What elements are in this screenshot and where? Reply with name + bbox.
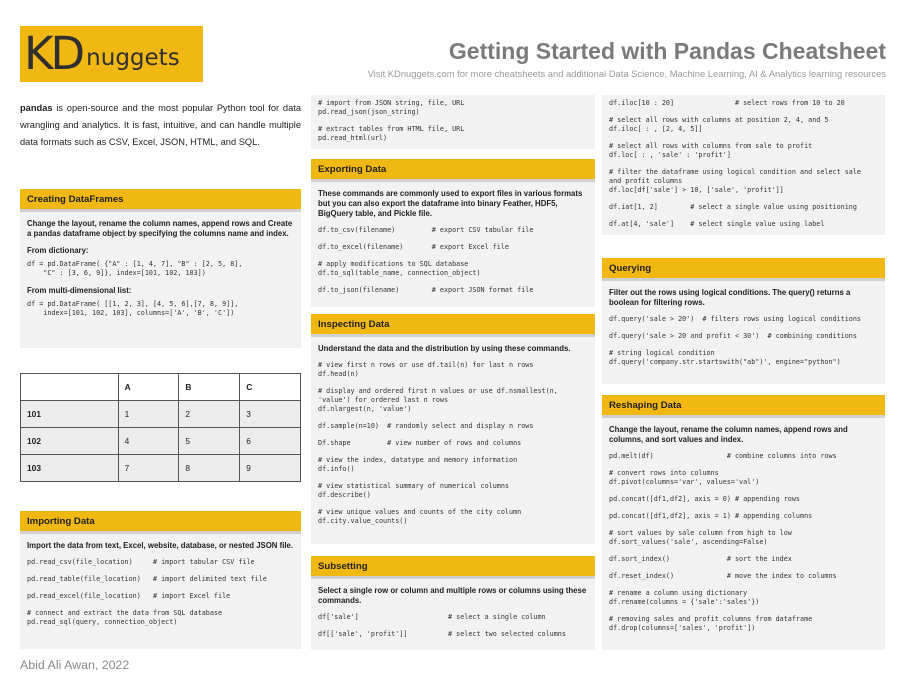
page-title: Getting Started with Pandas Cheatsheet: [448, 38, 886, 64]
section-header: Querying: [602, 258, 885, 281]
section-description: Filter out the rows using logical conditions. The query() returns a boolean for filtering rows.: [609, 288, 851, 307]
section-header: Importing Data: [20, 511, 301, 534]
code-snippet: df.sort_index() # sort the index: [609, 555, 792, 563]
logo-nuggets-text: nuggets: [86, 44, 180, 71]
code-snippet: pd.read_excel(file_location) # import Excel file: [27, 592, 231, 600]
code-snippet: # apply modifications to SQL database df.to_sql(table_name, connection_object): [318, 260, 481, 277]
code-snippet: # select all rows with columns at position 2, 4, and 5 df.iloc[ : , [2, 4, 5]]: [609, 116, 829, 133]
section-header: Reshaping Data: [602, 395, 885, 418]
table-cell: 7: [118, 455, 179, 482]
intro-lead: pandas: [20, 103, 53, 113]
code-snippet: df.reset_index() # move the index to columns: [609, 572, 837, 580]
section-description: These commands are commonly used to export files in various formats but you can also export the dataframe into binary Feather, HDF5, BigQuery table, and Pickle file.: [318, 189, 583, 218]
table-header-cell: [21, 374, 119, 401]
table-cell: 4: [118, 428, 179, 455]
code-snippet: # select all rows with columns from sale to profit df.loc[ : , 'sale' : 'profit']: [609, 142, 813, 159]
section-creating-dataframes: [20, 189, 301, 348]
section-description: Understand the data and the distribution by using these commands.: [318, 344, 571, 353]
code-snippet: pd.concat([df1,df2], axis = 0) # appending rows: [609, 495, 801, 503]
code-snippet: # view the index, datatype and memory information df.info(): [318, 456, 518, 473]
code-snippet: df = pd.DataFrame( [[1, 2, 3], [4, 5, 6],[7, 8, 9]], index=[101, 102, 103], columns=['A', 'B', 'C']): [27, 300, 239, 317]
table-cell: 5: [179, 428, 240, 455]
code-snippet: df.sample(n=10) # randomly select and display n rows: [318, 422, 534, 430]
page-subtitle: Visit KDnuggets.com for more cheatsheets and additional Data Science, Machine Learning, AI & Analytics learning resources: [367, 68, 886, 79]
section-header: Subsetting: [311, 556, 595, 579]
table-row: [21, 428, 301, 455]
table-row: [21, 455, 301, 482]
code-snippet: df.at[4, 'sale'] # select single value using label: [609, 220, 825, 228]
dataframe-table: [20, 373, 301, 482]
importing-data-continued: [311, 95, 595, 149]
code-snippet: df.to_csv(filename) # export CSV tabular file: [318, 226, 534, 234]
code-snippet: pd.melt(df) # combine columns into rows: [609, 452, 837, 460]
table-header-cell: B: [179, 374, 240, 401]
from-dict-label: From dictionary:: [27, 246, 89, 255]
table-index-cell: 103: [21, 455, 119, 482]
code-snippet: df.to_json(filename) # export JSON format file: [318, 286, 534, 294]
code-snippet: df.query('sale > 20') # filters rows using logical conditions: [609, 315, 861, 323]
section-importing-data: [20, 511, 301, 649]
code-snippet: # removing sales and profit columns from dataframe df.drop(columns=['sales', 'profit']): [609, 615, 813, 632]
code-snippet: # filter the dataframe using logical condition and select sale and profit columns df.loc[df['sale'] > 10, ['sale', 'profit']]: [609, 168, 861, 194]
code-snippet: df = pd.DataFrame( {"A" : [1, 4, 7], "B" : [2, 5, 8], "C" : [3, 6, 9]}, index=[101, 102, 103]): [27, 260, 243, 277]
code-snippet: df.query('sale > 20 and profit < 30') # combining conditions: [609, 332, 857, 340]
table-cell: 6: [240, 428, 301, 455]
section-reshaping-data: [602, 395, 885, 650]
code-snippet: # rename a column using dictionary df.rename(columns = {'sale':'sales'}): [609, 589, 760, 606]
code-snippet: # view first n rows or use df.tail(n) for last n rows df.head(n): [318, 361, 534, 378]
code-snippet: pd.read_table(file_location) # import delimited text file: [27, 575, 267, 583]
subsetting-continued: [602, 95, 885, 235]
code-snippet: df.iloc[10 : 20] # select rows from 10 to 20: [609, 99, 845, 107]
section-description: Change the layout, rename the column names, append rows and columns, and sort values and index.: [609, 425, 848, 444]
table-header-cell: C: [240, 374, 301, 401]
code-snippet: df.to_excel(filename) # export Excel file: [318, 243, 510, 251]
intro-text: is open-source and the most popular Python tool for data wrangling and analytics. It is fast, intuitive, and can handle multiple data formats such as CSV, Excel, JSON, HTML, and SQL.: [20, 103, 301, 147]
code-snippet: df.iat[1, 2] # select a single value using positioning: [609, 203, 857, 211]
kdnuggets-logo: [20, 26, 203, 82]
code-snippet: Df.shape # view number of rows and columns: [318, 439, 522, 447]
table-header-cell: A: [118, 374, 179, 401]
section-header: Exporting Data: [311, 159, 595, 182]
table-cell: 3: [240, 401, 301, 428]
code-snippet: # view unique values and counts of the city column df.city.value_counts(): [318, 508, 522, 525]
table-row: [21, 401, 301, 428]
code-snippet: # string logical condition df.query('company.str.startswith("ab")', engine="python"): [609, 349, 841, 366]
column-1: [20, 100, 301, 151]
code-snippet: df['sale'] # select a single column: [318, 613, 546, 621]
table-cell: 9: [240, 455, 301, 482]
code-snippet: # connect and extract the data from SQL database pd.read_sql(query, connection_object): [27, 609, 223, 626]
from-list-label: From multi-dimensional list:: [27, 286, 132, 295]
section-exporting-data: [311, 159, 595, 307]
intro-paragraph: [20, 100, 301, 151]
table-header-row: [21, 374, 301, 401]
table-index-cell: 101: [21, 401, 119, 428]
code-snippet: # convert rows into columns df.pivot(columns='var', values='val'): [609, 469, 760, 486]
section-querying: [602, 258, 885, 384]
table-cell: 8: [179, 455, 240, 482]
section-description: Change the layout, rename the column names, append rows and Create a pandas dataframe object by specifying the columns name and index.: [27, 219, 293, 238]
code-snippet: # view statistical summary of numerical columns df.describe(): [318, 482, 510, 499]
code-snippet: # import from JSON string, file, URL pd.read_json(json_string): [318, 99, 465, 116]
author-credit: Abid Ali Awan, 2022: [20, 658, 130, 672]
code-snippet: # sort values by sale column from high to low df.sort_values('sale', ascending=False): [609, 529, 792, 546]
section-header: Creating DataFrames: [20, 189, 301, 212]
section-header: Inspecting Data: [311, 314, 595, 337]
code-snippet: # display and ordered first n values or use df.nsmallest(n, 'value') for ordered last n rows df.nlargest(n, 'value'): [318, 387, 558, 413]
section-inspecting-data: [311, 314, 595, 544]
code-snippet: # extract tables from HTML file, URL pd.read_html(url): [318, 125, 465, 142]
code-snippet: pd.concat([df1,df2], axis = 1) # appending columns: [609, 512, 813, 520]
table-cell: 1: [118, 401, 179, 428]
code-snippet: df[['sale', 'profit']] # select two selected columns: [318, 630, 566, 638]
table-cell: 2: [179, 401, 240, 428]
section-description: Import the data from text, Excel, website, database, or nested JSON file.: [27, 541, 294, 550]
logo-kd-text: KD: [24, 27, 83, 80]
section-description: Select a single row or column and multiple rows or columns using these commands.: [318, 586, 587, 605]
table-index-cell: 102: [21, 428, 119, 455]
section-subsetting: [311, 556, 595, 650]
code-snippet: pd.read_csv(file_location) # import tabular CSV file: [27, 558, 255, 566]
